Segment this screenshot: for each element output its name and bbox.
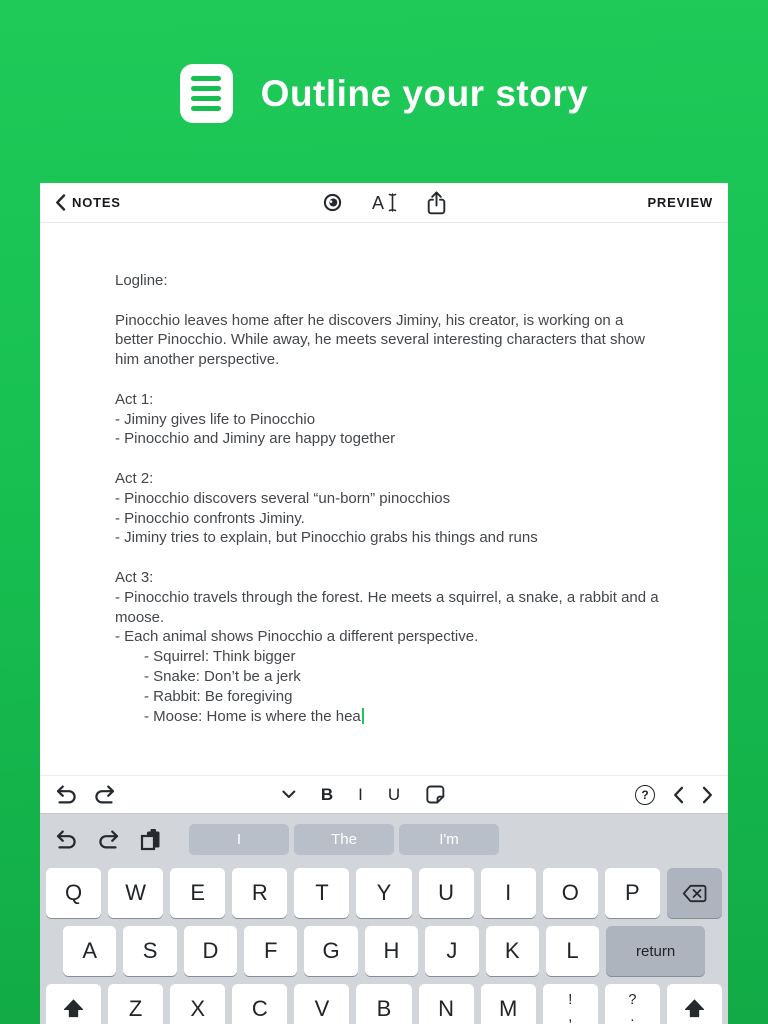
key-t[interactable]: T xyxy=(294,868,349,918)
undo-icon xyxy=(55,830,78,849)
underline-button[interactable]: U xyxy=(387,784,401,804)
toolbar-left-icons xyxy=(55,785,116,804)
new-note-button[interactable] xyxy=(425,784,446,805)
redo-button[interactable] xyxy=(93,785,116,804)
eye-icon xyxy=(321,192,344,213)
key-x[interactable]: X xyxy=(170,984,225,1024)
document-line: - Moose: Home is where the hea xyxy=(115,707,668,727)
suggestion-chip[interactable]: I xyxy=(189,824,289,855)
text-format-button[interactable] xyxy=(372,190,398,215)
note-icon xyxy=(425,784,446,805)
redo-icon xyxy=(93,785,116,804)
key-p[interactable]: P xyxy=(605,868,660,918)
prev-button[interactable] xyxy=(673,786,684,804)
document-line: - Pinocchio discovers several “un-born” pinocchios xyxy=(115,489,451,507)
text-cursor xyxy=(362,708,364,724)
undo-button[interactable] xyxy=(55,785,78,804)
preview-button[interactable]: PREVIEW xyxy=(647,195,713,210)
redo-icon xyxy=(97,830,120,849)
document-line: Act 2: xyxy=(115,469,154,487)
key-u[interactable]: U xyxy=(419,868,474,918)
paste-icon xyxy=(139,828,162,852)
toolbar-right-items xyxy=(635,785,713,805)
redo-button[interactable] xyxy=(97,830,120,849)
suggestion-bar-icons xyxy=(49,824,162,855)
key-v[interactable]: V xyxy=(294,984,349,1024)
hero-title: Outline your story xyxy=(260,72,589,114)
back-to-notes-button[interactable] xyxy=(55,194,121,211)
key-s[interactable]: S xyxy=(123,926,176,976)
back-label: NOTES xyxy=(72,195,121,210)
on-screen-keyboard xyxy=(40,813,728,1024)
document-body[interactable] xyxy=(40,223,728,775)
document-line: Logline: xyxy=(115,272,168,289)
nav-center-icons xyxy=(321,190,447,216)
document-line xyxy=(115,291,665,311)
suggestion-chips xyxy=(189,824,499,855)
key-o[interactable]: O xyxy=(543,868,598,918)
document-line: - Squirrel: Think bigger xyxy=(144,648,296,666)
text-format-icon xyxy=(372,190,398,215)
return-key[interactable]: return xyxy=(606,926,705,976)
chevron-left-icon xyxy=(55,194,66,211)
document-line: Pinocchio leaves home after he discovers Jiminy, his creator, is working on a better Pinocchio. While away, he meets several interesting characters that show him another perspective. xyxy=(115,311,650,369)
shift-icon xyxy=(683,998,706,1020)
backspace-icon xyxy=(681,883,708,904)
document-line: - Snake: Don’t be a jerk xyxy=(144,667,301,685)
key-a[interactable]: A xyxy=(63,926,116,976)
keyboard-rows xyxy=(46,868,722,1024)
document-line: - Pinocchio and Jiminy are happy together xyxy=(115,430,396,448)
document-line: - Rabbit: Be foregiving xyxy=(144,687,293,705)
document-line: - Jiminy gives life to Pinocchio xyxy=(115,410,316,428)
document-line: Act 3: xyxy=(115,568,154,586)
document-line: - Pinocchio confronts Jiminy. xyxy=(115,509,305,527)
chevron-right-icon xyxy=(702,786,713,804)
key-m[interactable]: M xyxy=(481,984,536,1024)
suggestion-chip[interactable]: I'm xyxy=(399,824,499,855)
next-button[interactable] xyxy=(702,786,713,804)
document-line: - Each animal shows Pinocchio a different perspective. xyxy=(115,628,479,646)
key-e[interactable]: E xyxy=(170,868,225,918)
key-y[interactable]: Y xyxy=(356,868,411,918)
keyboard-row xyxy=(46,926,722,976)
undo-button[interactable] xyxy=(55,830,78,849)
shift-key[interactable] xyxy=(46,984,101,1024)
toolbar-center-items xyxy=(282,784,446,805)
help-button[interactable]: ? xyxy=(635,785,655,805)
key-b[interactable]: B xyxy=(356,984,411,1024)
document-line xyxy=(115,548,665,568)
document-line: - Jiminy tries to explain, but Pinocchio grabs his things and runs xyxy=(115,529,538,547)
share-icon xyxy=(426,190,447,216)
key-g[interactable]: G xyxy=(304,926,357,976)
key-r[interactable]: R xyxy=(232,868,287,918)
key-k[interactable]: K xyxy=(486,926,539,976)
document-line xyxy=(115,449,665,469)
share-button[interactable] xyxy=(426,190,447,216)
key-w[interactable]: W xyxy=(108,868,163,918)
suggestion-bar xyxy=(46,822,722,868)
eye-button[interactable] xyxy=(321,192,344,213)
svg-text:A: A xyxy=(372,193,385,213)
chevron-left-icon xyxy=(673,786,684,804)
nav-bar xyxy=(40,183,728,223)
document-line: Act 1: xyxy=(115,390,154,408)
document-lines-icon xyxy=(180,64,233,123)
key-j[interactable]: J xyxy=(425,926,478,976)
key-q[interactable]: Q xyxy=(46,868,101,918)
key-c[interactable]: C xyxy=(232,984,287,1024)
keyboard-row xyxy=(46,868,722,918)
hero-banner xyxy=(0,64,768,123)
shift-key[interactable] xyxy=(667,984,722,1024)
document-line xyxy=(115,370,665,390)
app-window xyxy=(40,183,728,1024)
key-l[interactable]: L xyxy=(546,926,599,976)
keyboard-row xyxy=(46,984,722,1024)
key-f[interactable]: F xyxy=(244,926,297,976)
exclamation-comma-key[interactable]: ! , xyxy=(543,984,598,1024)
key-d[interactable]: D xyxy=(184,926,237,976)
key-h[interactable]: H xyxy=(365,926,418,976)
collapse-toolbar-button[interactable] xyxy=(282,790,296,799)
undo-icon xyxy=(55,785,78,804)
document-line: - Pinocchio travels through the forest. He meets a squirrel, a snake, a rabbit and a moose. xyxy=(115,588,663,626)
chevron-down-icon xyxy=(282,790,296,799)
suggestion-chip[interactable]: The xyxy=(294,824,394,855)
backspace-key[interactable] xyxy=(667,868,722,918)
paste-button[interactable] xyxy=(139,828,162,852)
question-period-key[interactable]: ? . xyxy=(605,984,660,1024)
key-z[interactable]: Z xyxy=(108,984,163,1024)
italic-button[interactable]: I xyxy=(358,784,363,804)
key-i[interactable]: I xyxy=(481,868,536,918)
key-n[interactable]: N xyxy=(419,984,474,1024)
format-toolbar xyxy=(40,775,728,813)
bold-button[interactable]: B xyxy=(320,784,334,804)
shift-icon xyxy=(62,998,85,1020)
